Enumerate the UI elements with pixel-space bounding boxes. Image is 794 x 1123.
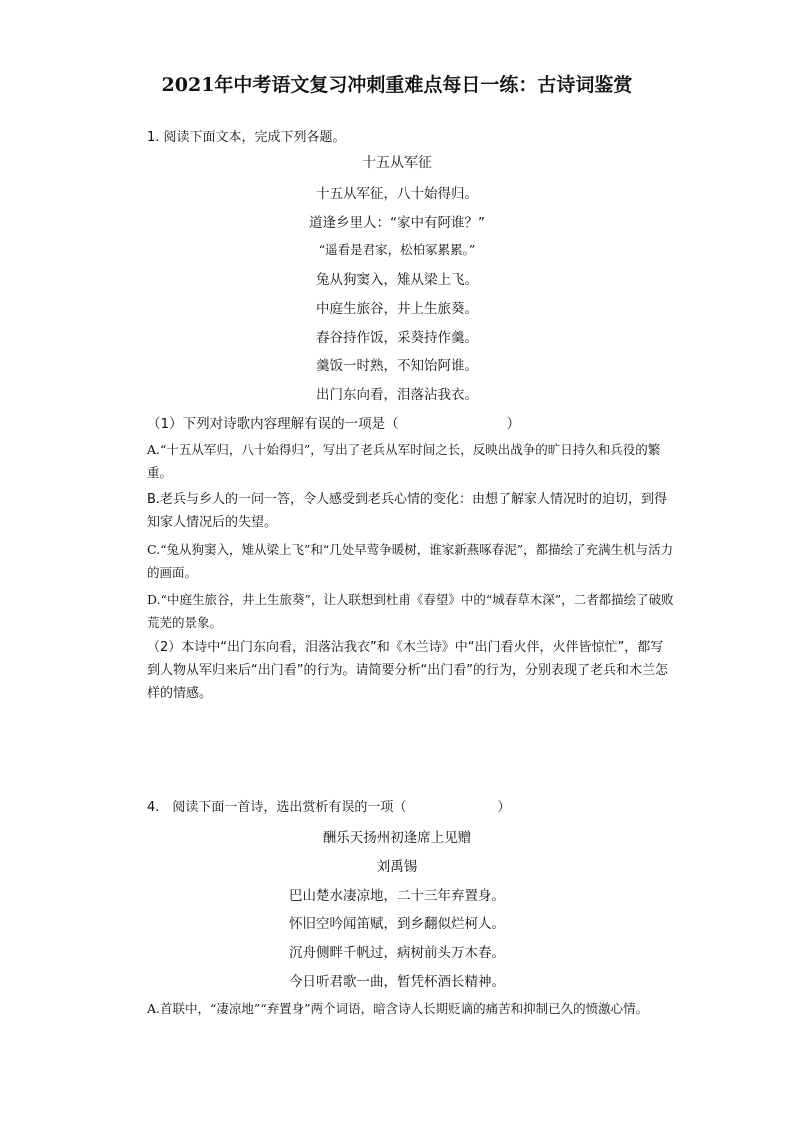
poem-1-line: 舂谷持作饭，采葵持作羹。 (316, 330, 478, 346)
option-b: B.老兵与乡人的一问一答，令人感受到老兵心情的变化：由想了解家人情况时的迫切，到得知家人情况后的失望。 (147, 492, 668, 530)
option-c: C.“兔从狗窦入，雉从梁上飞”和“几处早莺争暖树，谁家新燕啄春泥”，都描绘了充满生机与活力的画面。 (147, 542, 674, 580)
page-title: 2021年中考语文复习冲刺重难点每日一练：古诗词鉴赏 (161, 74, 633, 96)
poem-1-line: 道逢乡里人：“家中有阿谁？” (309, 215, 485, 231)
poem-1-line: 兔从狗窦入，雉从梁上飞。 (316, 272, 478, 288)
option-a: A.“十五从军归，八十始得归”，写出了老兵从军时间之长，反映出战争的旷日持久和兵役的繁重。 (147, 442, 661, 480)
poem-2-line: 怀旧空吟闻笛赋，到乡翻似烂柯人。 (289, 916, 505, 932)
poem-2-line: 沉舟侧畔千帆过，病树前头万木春。 (289, 945, 505, 961)
sub-question-2: （2）本诗中“出门东向看，泪落沾我衣”和《木兰诗》中“出门看火伴，火伴皆惊忙”，都写到人物从军归来后“出门看”的行为。请简要分析“出门看”的行为，分别表现了老兵和木兰怎样的情感。 (147, 640, 668, 701)
poem-1-line: 十五从军征，八十始得归。 (316, 186, 478, 202)
poem-2-title: 酬乐天扬州初逢席上见赠 (322, 830, 472, 846)
q4-option-a: A.首联中，“凄凉地”“弃置身”两个词语，暗含诗人长期贬谪的痛苦和抑制已久的愤激心情。 (147, 1001, 649, 1016)
question-1-intro: 1. 阅读下面文本，完成下列各题。 (147, 130, 346, 145)
option-d: D.“中庭生旅谷，井上生旅葵”，让人联想到杜甫《春望》中的“城春草木深”，二者都描绘了破败荒芜的景象。 (147, 592, 674, 630)
question-4-stem: 4. 阅读下面一首诗，选出赏析有误的一项（ ） (147, 800, 511, 815)
poem-2-author: 刘禹锡 (376, 859, 418, 875)
poem-1-line: 中庭生旅谷，井上生旅葵。 (316, 301, 478, 317)
poem-2-line: 今日听君歌一曲，暂凭杯酒长精神。 (289, 974, 505, 990)
poem-1-line: “遥看是君家，松柏冢累累。” (318, 242, 476, 257)
poem-1-line: 羹饭一时熟，不知饴阿谁。 (316, 358, 478, 374)
sub-question-1: （1）下列对诗歌内容理解有误的一项是（ ） (147, 416, 521, 432)
poem-1-title: 十五从军征 (362, 155, 432, 171)
poem-1-line: 出门东向看，泪落沾我衣。 (316, 387, 478, 403)
poem-2-line: 巴山楚水凄凉地，二十三年弃置身。 (289, 888, 505, 904)
